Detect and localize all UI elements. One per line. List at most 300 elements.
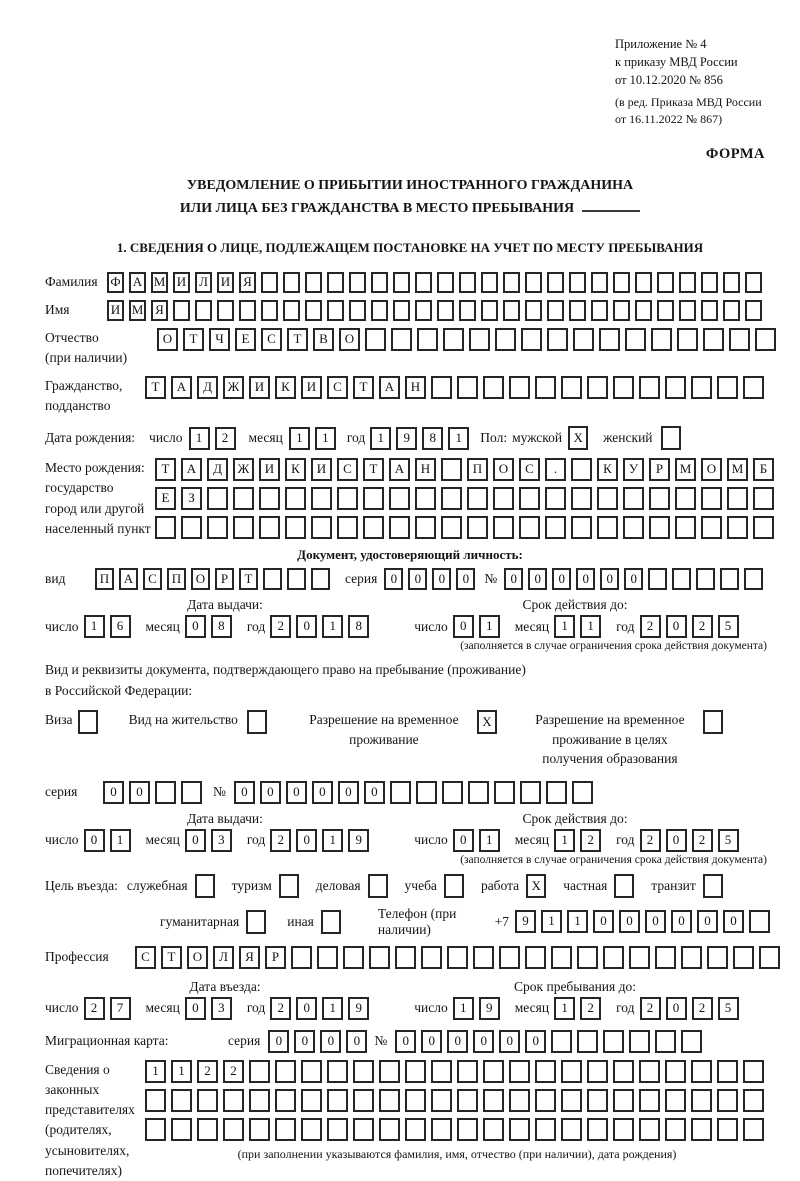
char-cell[interactable]: 0 bbox=[296, 829, 317, 852]
char-cell[interactable] bbox=[155, 516, 176, 539]
char-cell[interactable] bbox=[569, 300, 586, 321]
residence-issue-month-cells[interactable] bbox=[185, 829, 237, 852]
char-cell[interactable] bbox=[379, 1118, 400, 1141]
char-cell[interactable] bbox=[197, 1118, 218, 1141]
char-cell[interactable] bbox=[369, 946, 390, 969]
char-cell[interactable] bbox=[733, 946, 754, 969]
entry-day-cells[interactable] bbox=[84, 997, 136, 1020]
char-cell[interactable] bbox=[78, 710, 98, 734]
purpose-tranzit-checkbox[interactable] bbox=[703, 874, 728, 898]
char-cell[interactable]: А bbox=[181, 458, 202, 481]
char-cell[interactable] bbox=[503, 272, 520, 293]
visa-checkbox[interactable] bbox=[78, 710, 103, 734]
stay-until-year-cells[interactable] bbox=[640, 997, 744, 1020]
purpose-turizm-checkbox[interactable] bbox=[279, 874, 304, 898]
char-cell[interactable] bbox=[759, 946, 780, 969]
char-cell[interactable] bbox=[701, 516, 722, 539]
char-cell[interactable]: С bbox=[135, 946, 156, 969]
char-cell[interactable] bbox=[483, 1060, 504, 1083]
char-cell[interactable]: 1 bbox=[479, 829, 500, 852]
char-cell[interactable] bbox=[561, 1060, 582, 1083]
char-cell[interactable] bbox=[672, 568, 691, 590]
char-cell[interactable]: 3 bbox=[211, 997, 232, 1020]
char-cell[interactable]: К bbox=[285, 458, 306, 481]
char-cell[interactable] bbox=[405, 1118, 426, 1141]
char-cell[interactable] bbox=[483, 1089, 504, 1112]
char-cell[interactable] bbox=[391, 328, 412, 351]
char-cell[interactable] bbox=[343, 946, 364, 969]
char-cell[interactable] bbox=[416, 781, 437, 804]
char-cell[interactable]: 0 bbox=[84, 829, 105, 852]
char-cell[interactable] bbox=[441, 487, 462, 510]
char-cell[interactable]: 0 bbox=[185, 615, 206, 638]
char-cell[interactable] bbox=[613, 1060, 634, 1083]
char-cell[interactable]: 2 bbox=[692, 615, 713, 638]
char-cell[interactable]: О bbox=[493, 458, 514, 481]
char-cell[interactable] bbox=[301, 1060, 322, 1083]
char-cell[interactable]: 9 bbox=[348, 997, 369, 1020]
char-cell[interactable] bbox=[597, 487, 618, 510]
char-cell[interactable] bbox=[521, 328, 542, 351]
char-cell[interactable]: К bbox=[275, 376, 296, 399]
char-cell[interactable]: П bbox=[167, 568, 186, 590]
char-cell[interactable] bbox=[701, 272, 718, 293]
char-cell[interactable] bbox=[551, 946, 572, 969]
char-cell[interactable] bbox=[389, 487, 410, 510]
char-cell[interactable] bbox=[457, 1060, 478, 1083]
char-cell[interactable]: И bbox=[311, 458, 332, 481]
char-cell[interactable] bbox=[629, 946, 650, 969]
char-cell[interactable] bbox=[573, 328, 594, 351]
birthplace-cells-row1[interactable] bbox=[155, 458, 779, 481]
char-cell[interactable]: Я bbox=[239, 946, 260, 969]
char-cell[interactable]: 0 bbox=[320, 1030, 341, 1053]
char-cell[interactable]: 0 bbox=[645, 910, 666, 933]
temp-residence-edu-checkbox[interactable] bbox=[703, 710, 728, 734]
char-cell[interactable]: 8 bbox=[211, 615, 232, 638]
char-cell[interactable]: 0 bbox=[666, 829, 687, 852]
char-cell[interactable] bbox=[661, 426, 681, 450]
char-cell[interactable] bbox=[525, 272, 542, 293]
char-cell[interactable]: Р bbox=[265, 946, 286, 969]
char-cell[interactable] bbox=[327, 300, 344, 321]
char-cell[interactable] bbox=[561, 376, 582, 399]
char-cell[interactable]: Н bbox=[405, 376, 426, 399]
residence-number-cells[interactable] bbox=[234, 781, 598, 804]
char-cell[interactable] bbox=[717, 1118, 738, 1141]
char-cell[interactable]: О bbox=[339, 328, 360, 351]
char-cell[interactable]: 1 bbox=[567, 910, 588, 933]
char-cell[interactable] bbox=[551, 1030, 572, 1053]
char-cell[interactable] bbox=[431, 1089, 452, 1112]
char-cell[interactable]: Т bbox=[239, 568, 258, 590]
char-cell[interactable]: 0 bbox=[432, 568, 451, 590]
char-cell[interactable] bbox=[379, 1060, 400, 1083]
entry-month-cells[interactable] bbox=[185, 997, 237, 1020]
char-cell[interactable] bbox=[327, 1089, 348, 1112]
char-cell[interactable]: 1 bbox=[554, 615, 575, 638]
char-cell[interactable]: 0 bbox=[294, 1030, 315, 1053]
char-cell[interactable]: 2 bbox=[692, 997, 713, 1020]
char-cell[interactable] bbox=[675, 516, 696, 539]
char-cell[interactable] bbox=[415, 487, 436, 510]
char-cell[interactable] bbox=[755, 328, 776, 351]
patronymic-cells[interactable] bbox=[157, 328, 781, 351]
char-cell[interactable]: М bbox=[151, 272, 168, 293]
char-cell[interactable]: 2 bbox=[223, 1060, 244, 1083]
char-cell[interactable]: 2 bbox=[84, 997, 105, 1020]
char-cell[interactable] bbox=[217, 300, 234, 321]
char-cell[interactable] bbox=[417, 328, 438, 351]
purpose-sluzhebnaya-checkbox[interactable] bbox=[195, 874, 220, 898]
char-cell[interactable] bbox=[405, 1060, 426, 1083]
char-cell[interactable] bbox=[623, 487, 644, 510]
char-cell[interactable]: 1 bbox=[322, 615, 343, 638]
char-cell[interactable] bbox=[249, 1118, 270, 1141]
char-cell[interactable] bbox=[613, 1089, 634, 1112]
char-cell[interactable]: 1 bbox=[554, 829, 575, 852]
char-cell[interactable]: С bbox=[327, 376, 348, 399]
char-cell[interactable] bbox=[443, 328, 464, 351]
firstname-cells[interactable] bbox=[107, 300, 767, 321]
char-cell[interactable] bbox=[665, 1089, 686, 1112]
purpose-ucheba-checkbox[interactable] bbox=[444, 874, 469, 898]
char-cell[interactable]: 0 bbox=[185, 997, 206, 1020]
char-cell[interactable]: Т bbox=[183, 328, 204, 351]
char-cell[interactable] bbox=[261, 272, 278, 293]
char-cell[interactable] bbox=[390, 781, 411, 804]
char-cell[interactable] bbox=[613, 300, 630, 321]
char-cell[interactable]: О bbox=[157, 328, 178, 351]
char-cell[interactable] bbox=[353, 1118, 374, 1141]
char-cell[interactable] bbox=[691, 1118, 712, 1141]
char-cell[interactable]: О bbox=[191, 568, 210, 590]
char-cell[interactable] bbox=[195, 300, 212, 321]
char-cell[interactable] bbox=[525, 946, 546, 969]
char-cell[interactable]: 0 bbox=[296, 615, 317, 638]
char-cell[interactable]: 1 bbox=[322, 829, 343, 852]
char-cell[interactable] bbox=[703, 874, 723, 898]
char-cell[interactable] bbox=[547, 300, 564, 321]
char-cell[interactable]: 1 bbox=[541, 910, 562, 933]
char-cell[interactable]: 5 bbox=[718, 829, 739, 852]
char-cell[interactable] bbox=[599, 328, 620, 351]
char-cell[interactable] bbox=[431, 1060, 452, 1083]
char-cell[interactable]: И bbox=[301, 376, 322, 399]
char-cell[interactable] bbox=[691, 1060, 712, 1083]
char-cell[interactable]: С bbox=[337, 458, 358, 481]
char-cell[interactable] bbox=[691, 1089, 712, 1112]
char-cell[interactable] bbox=[681, 1030, 702, 1053]
char-cell[interactable]: 7 bbox=[110, 997, 131, 1020]
char-cell[interactable]: И bbox=[107, 300, 124, 321]
char-cell[interactable]: 1 bbox=[171, 1060, 192, 1083]
char-cell[interactable] bbox=[701, 300, 718, 321]
char-cell[interactable] bbox=[655, 946, 676, 969]
char-cell[interactable]: 0 bbox=[408, 568, 427, 590]
doc-series-cells[interactable] bbox=[384, 568, 480, 590]
char-cell[interactable]: Т bbox=[155, 458, 176, 481]
char-cell[interactable] bbox=[389, 516, 410, 539]
char-cell[interactable] bbox=[493, 487, 514, 510]
char-cell[interactable] bbox=[577, 1030, 598, 1053]
char-cell[interactable] bbox=[467, 516, 488, 539]
char-cell[interactable]: 0 bbox=[453, 829, 474, 852]
char-cell[interactable] bbox=[415, 516, 436, 539]
char-cell[interactable]: 9 bbox=[515, 910, 536, 933]
char-cell[interactable] bbox=[301, 1118, 322, 1141]
char-cell[interactable]: Е bbox=[235, 328, 256, 351]
char-cell[interactable]: 1 bbox=[322, 997, 343, 1020]
char-cell[interactable] bbox=[727, 487, 748, 510]
representatives-cells-row3[interactable] bbox=[145, 1118, 769, 1141]
char-cell[interactable] bbox=[327, 1060, 348, 1083]
doc-expiry-day-cells[interactable] bbox=[453, 615, 505, 638]
char-cell[interactable] bbox=[675, 487, 696, 510]
char-cell[interactable] bbox=[571, 487, 592, 510]
citizenship-cells[interactable] bbox=[145, 376, 769, 399]
char-cell[interactable]: Д bbox=[207, 458, 228, 481]
char-cell[interactable]: 8 bbox=[348, 615, 369, 638]
char-cell[interactable]: Ж bbox=[223, 376, 244, 399]
profession-cells[interactable] bbox=[135, 946, 785, 969]
char-cell[interactable]: 0 bbox=[447, 1030, 468, 1053]
char-cell[interactable] bbox=[753, 516, 774, 539]
char-cell[interactable]: 3 bbox=[211, 829, 232, 852]
char-cell[interactable] bbox=[483, 1118, 504, 1141]
char-cell[interactable]: 0 bbox=[576, 568, 595, 590]
char-cell[interactable] bbox=[639, 1118, 660, 1141]
char-cell[interactable] bbox=[509, 376, 530, 399]
char-cell[interactable]: 5 bbox=[718, 997, 739, 1020]
char-cell[interactable] bbox=[657, 272, 674, 293]
char-cell[interactable] bbox=[457, 376, 478, 399]
char-cell[interactable] bbox=[275, 1089, 296, 1112]
char-cell[interactable]: И bbox=[173, 272, 190, 293]
char-cell[interactable] bbox=[353, 1060, 374, 1083]
doc-expiry-month-cells[interactable] bbox=[554, 615, 606, 638]
char-cell[interactable] bbox=[283, 300, 300, 321]
char-cell[interactable]: М bbox=[727, 458, 748, 481]
char-cell[interactable] bbox=[441, 516, 462, 539]
char-cell[interactable]: 8 bbox=[422, 427, 443, 450]
char-cell[interactable]: 1 bbox=[453, 997, 474, 1020]
char-cell[interactable]: Ч bbox=[209, 328, 230, 351]
char-cell[interactable]: 0 bbox=[723, 910, 744, 933]
char-cell[interactable] bbox=[509, 1060, 530, 1083]
char-cell[interactable]: 2 bbox=[692, 829, 713, 852]
char-cell[interactable]: 2 bbox=[215, 427, 236, 450]
char-cell[interactable]: X bbox=[526, 874, 546, 898]
char-cell[interactable]: 0 bbox=[528, 568, 547, 590]
purpose-rabota-checkbox[interactable] bbox=[526, 874, 551, 898]
char-cell[interactable] bbox=[519, 487, 540, 510]
char-cell[interactable] bbox=[349, 300, 366, 321]
char-cell[interactable]: 0 bbox=[185, 829, 206, 852]
char-cell[interactable]: Н bbox=[415, 458, 436, 481]
representatives-cells-row1[interactable] bbox=[145, 1060, 769, 1083]
char-cell[interactable]: Р bbox=[215, 568, 234, 590]
char-cell[interactable] bbox=[481, 300, 498, 321]
residence-expiry-day-cells[interactable] bbox=[453, 829, 505, 852]
char-cell[interactable] bbox=[707, 946, 728, 969]
char-cell[interactable] bbox=[743, 1118, 764, 1141]
char-cell[interactable]: Т bbox=[353, 376, 374, 399]
char-cell[interactable] bbox=[591, 300, 608, 321]
char-cell[interactable] bbox=[371, 300, 388, 321]
char-cell[interactable] bbox=[749, 910, 770, 933]
char-cell[interactable] bbox=[431, 1118, 452, 1141]
doc-issue-month-cells[interactable] bbox=[185, 615, 237, 638]
char-cell[interactable]: И bbox=[259, 458, 280, 481]
char-cell[interactable]: 1 bbox=[145, 1060, 166, 1083]
char-cell[interactable] bbox=[535, 1089, 556, 1112]
char-cell[interactable]: 0 bbox=[666, 997, 687, 1020]
char-cell[interactable] bbox=[442, 781, 463, 804]
char-cell[interactable] bbox=[597, 516, 618, 539]
char-cell[interactable] bbox=[696, 568, 715, 590]
doc-type-cells[interactable] bbox=[95, 568, 335, 590]
char-cell[interactable] bbox=[171, 1089, 192, 1112]
char-cell[interactable]: 2 bbox=[270, 615, 291, 638]
char-cell[interactable] bbox=[677, 328, 698, 351]
char-cell[interactable]: С bbox=[519, 458, 540, 481]
surname-cells[interactable] bbox=[107, 272, 767, 293]
char-cell[interactable]: 0 bbox=[619, 910, 640, 933]
char-cell[interactable]: Б bbox=[753, 458, 774, 481]
birthdate-month-cells[interactable] bbox=[289, 427, 341, 450]
purpose-gumanitarnaya-checkbox[interactable] bbox=[246, 910, 271, 934]
char-cell[interactable] bbox=[261, 300, 278, 321]
char-cell[interactable]: 0 bbox=[234, 781, 255, 804]
char-cell[interactable] bbox=[379, 1089, 400, 1112]
char-cell[interactable]: 0 bbox=[671, 910, 692, 933]
char-cell[interactable]: X bbox=[568, 426, 588, 450]
representatives-cells-row2[interactable] bbox=[145, 1089, 769, 1112]
char-cell[interactable] bbox=[279, 874, 299, 898]
char-cell[interactable] bbox=[535, 1060, 556, 1083]
char-cell[interactable]: 2 bbox=[270, 829, 291, 852]
char-cell[interactable] bbox=[547, 328, 568, 351]
char-cell[interactable] bbox=[473, 946, 494, 969]
char-cell[interactable]: Т bbox=[363, 458, 384, 481]
char-cell[interactable] bbox=[468, 781, 489, 804]
char-cell[interactable] bbox=[249, 1060, 270, 1083]
char-cell[interactable]: 5 bbox=[718, 615, 739, 638]
char-cell[interactable] bbox=[481, 272, 498, 293]
char-cell[interactable] bbox=[681, 946, 702, 969]
char-cell[interactable] bbox=[395, 946, 416, 969]
char-cell[interactable] bbox=[535, 376, 556, 399]
purpose-chastnaya-checkbox[interactable] bbox=[614, 874, 639, 898]
char-cell[interactable]: 1 bbox=[189, 427, 210, 450]
char-cell[interactable]: М bbox=[129, 300, 146, 321]
char-cell[interactable]: 0 bbox=[103, 781, 124, 804]
char-cell[interactable] bbox=[723, 300, 740, 321]
char-cell[interactable]: 0 bbox=[384, 568, 403, 590]
char-cell[interactable] bbox=[337, 487, 358, 510]
char-cell[interactable] bbox=[259, 516, 280, 539]
char-cell[interactable] bbox=[301, 1089, 322, 1112]
char-cell[interactable] bbox=[363, 516, 384, 539]
char-cell[interactable] bbox=[393, 272, 410, 293]
char-cell[interactable] bbox=[444, 874, 464, 898]
char-cell[interactable] bbox=[275, 1118, 296, 1141]
char-cell[interactable] bbox=[368, 874, 388, 898]
stay-until-day-cells[interactable] bbox=[453, 997, 505, 1020]
char-cell[interactable]: 0 bbox=[593, 910, 614, 933]
char-cell[interactable]: 2 bbox=[197, 1060, 218, 1083]
residence-issue-day-cells[interactable] bbox=[84, 829, 136, 852]
char-cell[interactable]: 0 bbox=[504, 568, 523, 590]
char-cell[interactable]: 1 bbox=[370, 427, 391, 450]
char-cell[interactable]: О bbox=[701, 458, 722, 481]
char-cell[interactable] bbox=[393, 300, 410, 321]
temp-residence-checkbox[interactable] bbox=[477, 710, 502, 734]
char-cell[interactable] bbox=[421, 946, 442, 969]
char-cell[interactable] bbox=[744, 568, 763, 590]
char-cell[interactable]: 0 bbox=[286, 781, 307, 804]
char-cell[interactable]: 6 bbox=[110, 615, 131, 638]
char-cell[interactable] bbox=[717, 376, 738, 399]
char-cell[interactable] bbox=[520, 781, 541, 804]
stay-until-month-cells[interactable] bbox=[554, 997, 606, 1020]
char-cell[interactable]: А bbox=[171, 376, 192, 399]
char-cell[interactable] bbox=[181, 781, 202, 804]
char-cell[interactable] bbox=[723, 272, 740, 293]
char-cell[interactable]: 0 bbox=[600, 568, 619, 590]
char-cell[interactable] bbox=[353, 1089, 374, 1112]
char-cell[interactable] bbox=[648, 568, 667, 590]
char-cell[interactable]: 2 bbox=[270, 997, 291, 1020]
char-cell[interactable] bbox=[545, 487, 566, 510]
char-cell[interactable] bbox=[649, 516, 670, 539]
char-cell[interactable] bbox=[613, 376, 634, 399]
char-cell[interactable] bbox=[457, 1118, 478, 1141]
char-cell[interactable] bbox=[701, 487, 722, 510]
char-cell[interactable] bbox=[493, 516, 514, 539]
char-cell[interactable]: 0 bbox=[473, 1030, 494, 1053]
char-cell[interactable]: П bbox=[95, 568, 114, 590]
char-cell[interactable] bbox=[371, 272, 388, 293]
doc-issue-day-cells[interactable] bbox=[84, 615, 136, 638]
male-checkbox[interactable] bbox=[568, 426, 593, 450]
char-cell[interactable] bbox=[753, 487, 774, 510]
char-cell[interactable] bbox=[613, 272, 630, 293]
char-cell[interactable] bbox=[717, 1060, 738, 1083]
purpose-delovaya-checkbox[interactable] bbox=[368, 874, 393, 898]
char-cell[interactable]: 9 bbox=[348, 829, 369, 852]
char-cell[interactable]: 9 bbox=[396, 427, 417, 450]
char-cell[interactable]: И bbox=[217, 272, 234, 293]
char-cell[interactable]: З bbox=[181, 487, 202, 510]
char-cell[interactable]: Ф bbox=[107, 272, 124, 293]
char-cell[interactable] bbox=[337, 516, 358, 539]
residence-expiry-year-cells[interactable] bbox=[640, 829, 744, 852]
entry-year-cells[interactable] bbox=[270, 997, 374, 1020]
char-cell[interactable]: Я bbox=[239, 272, 256, 293]
char-cell[interactable] bbox=[629, 1030, 650, 1053]
char-cell[interactable] bbox=[207, 516, 228, 539]
char-cell[interactable]: X bbox=[477, 710, 497, 734]
char-cell[interactable]: О bbox=[187, 946, 208, 969]
char-cell[interactable] bbox=[639, 1060, 660, 1083]
phone-cells[interactable] bbox=[515, 910, 775, 933]
char-cell[interactable]: 0 bbox=[456, 568, 475, 590]
char-cell[interactable] bbox=[743, 1060, 764, 1083]
char-cell[interactable] bbox=[317, 946, 338, 969]
char-cell[interactable]: 2 bbox=[640, 997, 661, 1020]
